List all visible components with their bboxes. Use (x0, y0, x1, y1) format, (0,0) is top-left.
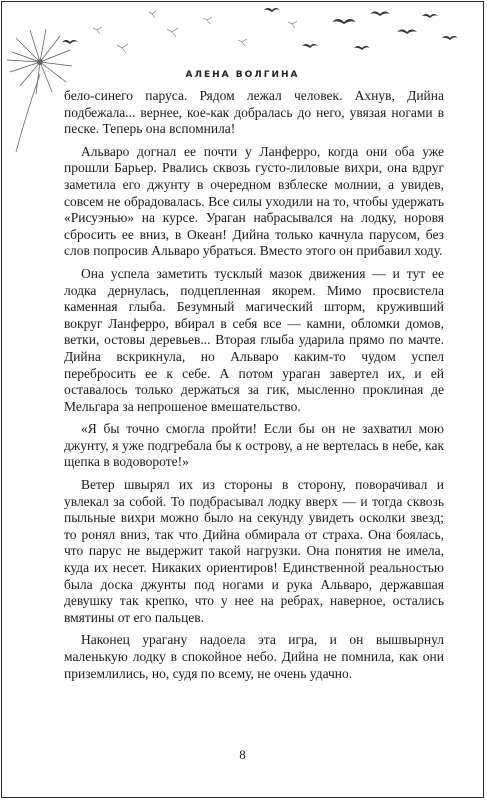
paragraph: Альваро догнал ее почти у Ланферро, когда они оба уже прошли Барьер. Рвались сквозь густо-лиловые вихри, она вдруг заметила его джунту в очередном взблеске молнии, а увидев, совсем не обрадовалась. Все силы уходили на то, чтобы удержать «Рисуэнью» на курсе. Ураган набрасывался на лодку, норовя сбросить ее вниз, в Океан! Дийна только качнула парусом, без слов попросив Альваро убраться. Вместо этого он прибавил ходу. (64, 143, 444, 259)
paragraph: Она успела заметить тусклый мазок движения — и тут ее лодка дернулась, подцепленная якорем. Мимо просвистела каменная глыба. Безумный магический шторм, круживший вокруг Ланферро, вбирал в себя все — камни, обломки домов, ветки, остовы деревьев... Вторая глыба ударила прямо по мачте. Дийна вскрикнула, но Альваро каким-то чудом успел перебросить ее к себе. А потом ураган завертел их, и ей оставалось только держаться за гик, мысленно проклиная де Мельгара за непрошеное вмешательство. (64, 265, 444, 414)
paragraph: «Я бы точно смогла пройти! Если бы он не захватил мою джунту, я уже подгребала бы к острову, а не вертелась в небе, как щепка в водовороте!» (64, 421, 444, 470)
flying-seeds-birds-icon (93, 11, 297, 53)
book-page (1, 1, 484, 798)
paragraph: Ветер швырял их из стороны в сторону, поворачивал и увлекал за собой. То подбрасывал лодку вверх — и тогда сквозь пыльные вихри можно было на секунду увидеть осколки звезд; то ронял вниз, так что Дийна обмирала от страха. Она боялась, что парус не выдержит такой нагрузки. Она понятия не имела, куда их несет. Никаких ориентиров! Единственной реальностью была доска джунты под ногами и рука Альваро, державшая девушку так крепко, что у нее на ребрах, наверное, остались вмятины от его пальцев. (64, 477, 444, 625)
page-number: 8 (239, 747, 246, 762)
paragraph: бело-синего паруса. Рядом лежал человек. Ахнув, Дийна подбежала... вернее, кое-как добралась до него, увязая ногами в песке. Теперь она вспомнила! (64, 88, 444, 137)
running-head: АЛЕНА ВОЛГИНА (185, 70, 300, 80)
paragraph: Наконец урагану надоела эта игра, и он вышвырнул маленькую лодку в спокойное небо. Дийна не помнила, как они приземлились, но, судя по всему, не очень удачно. (64, 632, 444, 681)
body-text (64, 88, 444, 688)
